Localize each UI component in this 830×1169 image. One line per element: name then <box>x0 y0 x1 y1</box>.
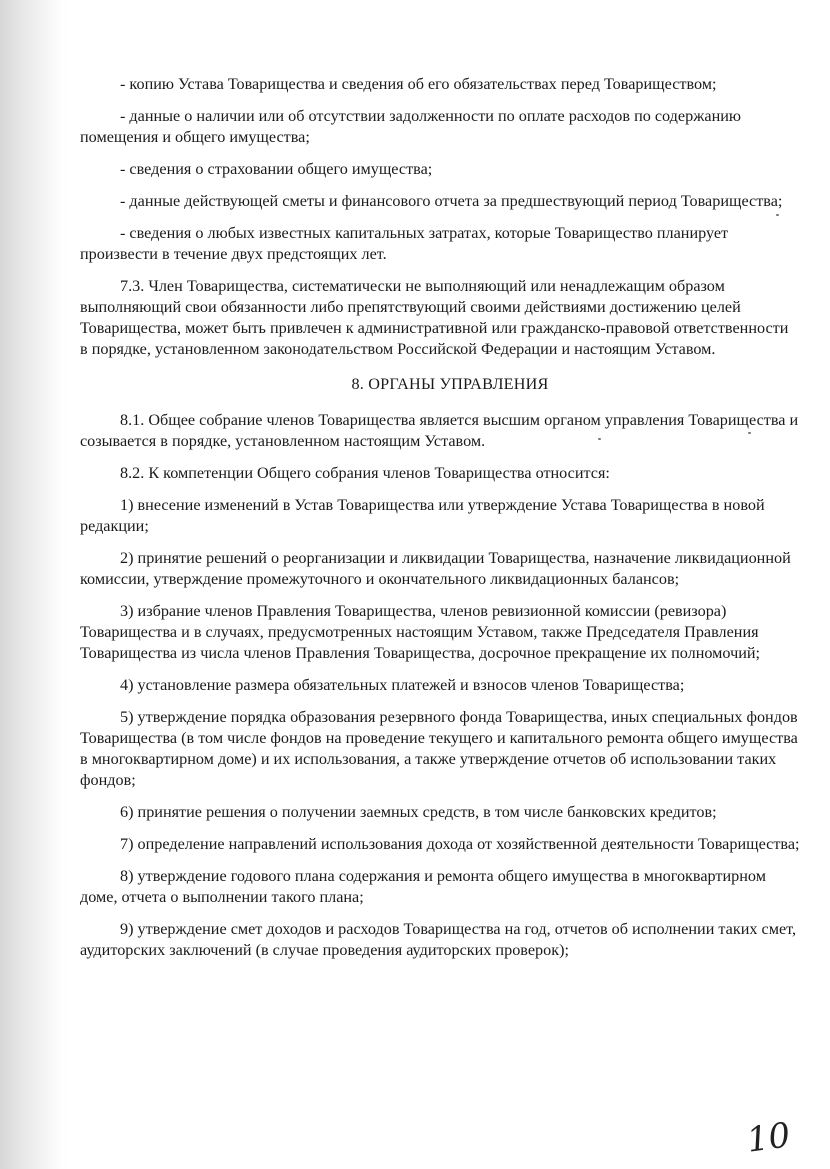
paragraph-budget-data: - данные действующей сметы и финансового отчета за предшествующий период Товарищества; <box>120 192 783 210</box>
paragraph-capital-costs: - сведения о любых известных капитальных затратах, которые Товарищество планирует произвести в течение двух предстоящих лет. <box>80 224 729 263</box>
document-body <box>80 74 800 972</box>
paragraph-insurance: - сведения о страховании общего имущества; <box>120 160 433 178</box>
paragraph-charter-copy: - копию Устава Товарищества и сведения об его обязательствах перед Товариществом; <box>120 75 717 93</box>
paragraph-8-2: 8.2. К компетенции Общего собрания членов Товарищества относится: <box>120 464 610 482</box>
scan-speck <box>776 214 779 216</box>
list-item-9: 9) утверждение смет доходов и расходов Товарищества на год, отчетов об исполнении таких смет, аудиторских заключений (в случае проведения аудиторских проверок); <box>80 920 797 959</box>
list-item-2: 2) принятие решений о реорганизации и ликвидации Товарищества, назначение ликвидационной комиссии, утверждение промежуточного и окончательного ликвидационных балансов; <box>80 549 791 588</box>
list-item-5: 5) утверждение порядка образования резервного фонда Товарищества, иных специальных фондов Товарищества (в том числе фондов на проведение текущего и капитального ремонта общего имущества в многоквартирном доме) и их использования, а также утверждение отчетов об использовании таких фондов; <box>80 708 798 789</box>
scan-speck <box>598 438 601 440</box>
list-item-6: 6) принятие решения о получении заемных средств, в том числе банковских кредитов; <box>120 803 717 821</box>
list-item-3: 3) избрание членов Правления Товарищества, членов ревизионной комиссии (ревизора) Товарищества и в случаях, предусмотренных настоящим Уставом, также Председателя Правления Товарищества из числа членов Правления Товарищества, досрочное прекращение их полномочий; <box>80 602 761 662</box>
paragraph-debt-data: - данные о наличии или об отсутствии задолженности по оплате расходов по содержанию помещения и общего имущества; <box>80 107 741 146</box>
list-item-1: 1) внесение изменений в Устав Товарищества или утверждение Устава Товарищества в новой редакции; <box>80 496 765 535</box>
section-heading: 8. ОРГАНЫ УПРАВЛЕНИЯ <box>351 375 549 393</box>
page-edge-shadow <box>0 0 60 1169</box>
scan-speck <box>748 432 751 434</box>
paragraph-7-3: 7.3. Член Товарищества, систематически не выполняющий или ненадлежащим образом выполняющий свои обязанности либо препятствующий своими действиями достижению целей Товарищества, может быть привлечен к административной или гражданско-правовой ответственности в порядке, установленном законодательством Российской Федерации и настоящим Уставом. <box>80 277 789 358</box>
page-number: 10 <box>744 1115 793 1161</box>
paragraph-8-1: 8.1. Общее собрание членов Товарищества является высшим органом управления Товарищества и созывается в порядке, установленном настоящим Уставом. <box>80 411 799 450</box>
list-item-4: 4) установление размера обязательных платежей и взносов членов Товарищества; <box>120 676 685 694</box>
list-item-8: 8) утверждение годового плана содержания и ремонта общего имущества в многоквартирном доме, отчета о выполнении такого плана; <box>80 867 766 906</box>
list-item-7: 7) определение направлений использования дохода от хозяйственной деятельности Товарищества; <box>120 835 800 853</box>
